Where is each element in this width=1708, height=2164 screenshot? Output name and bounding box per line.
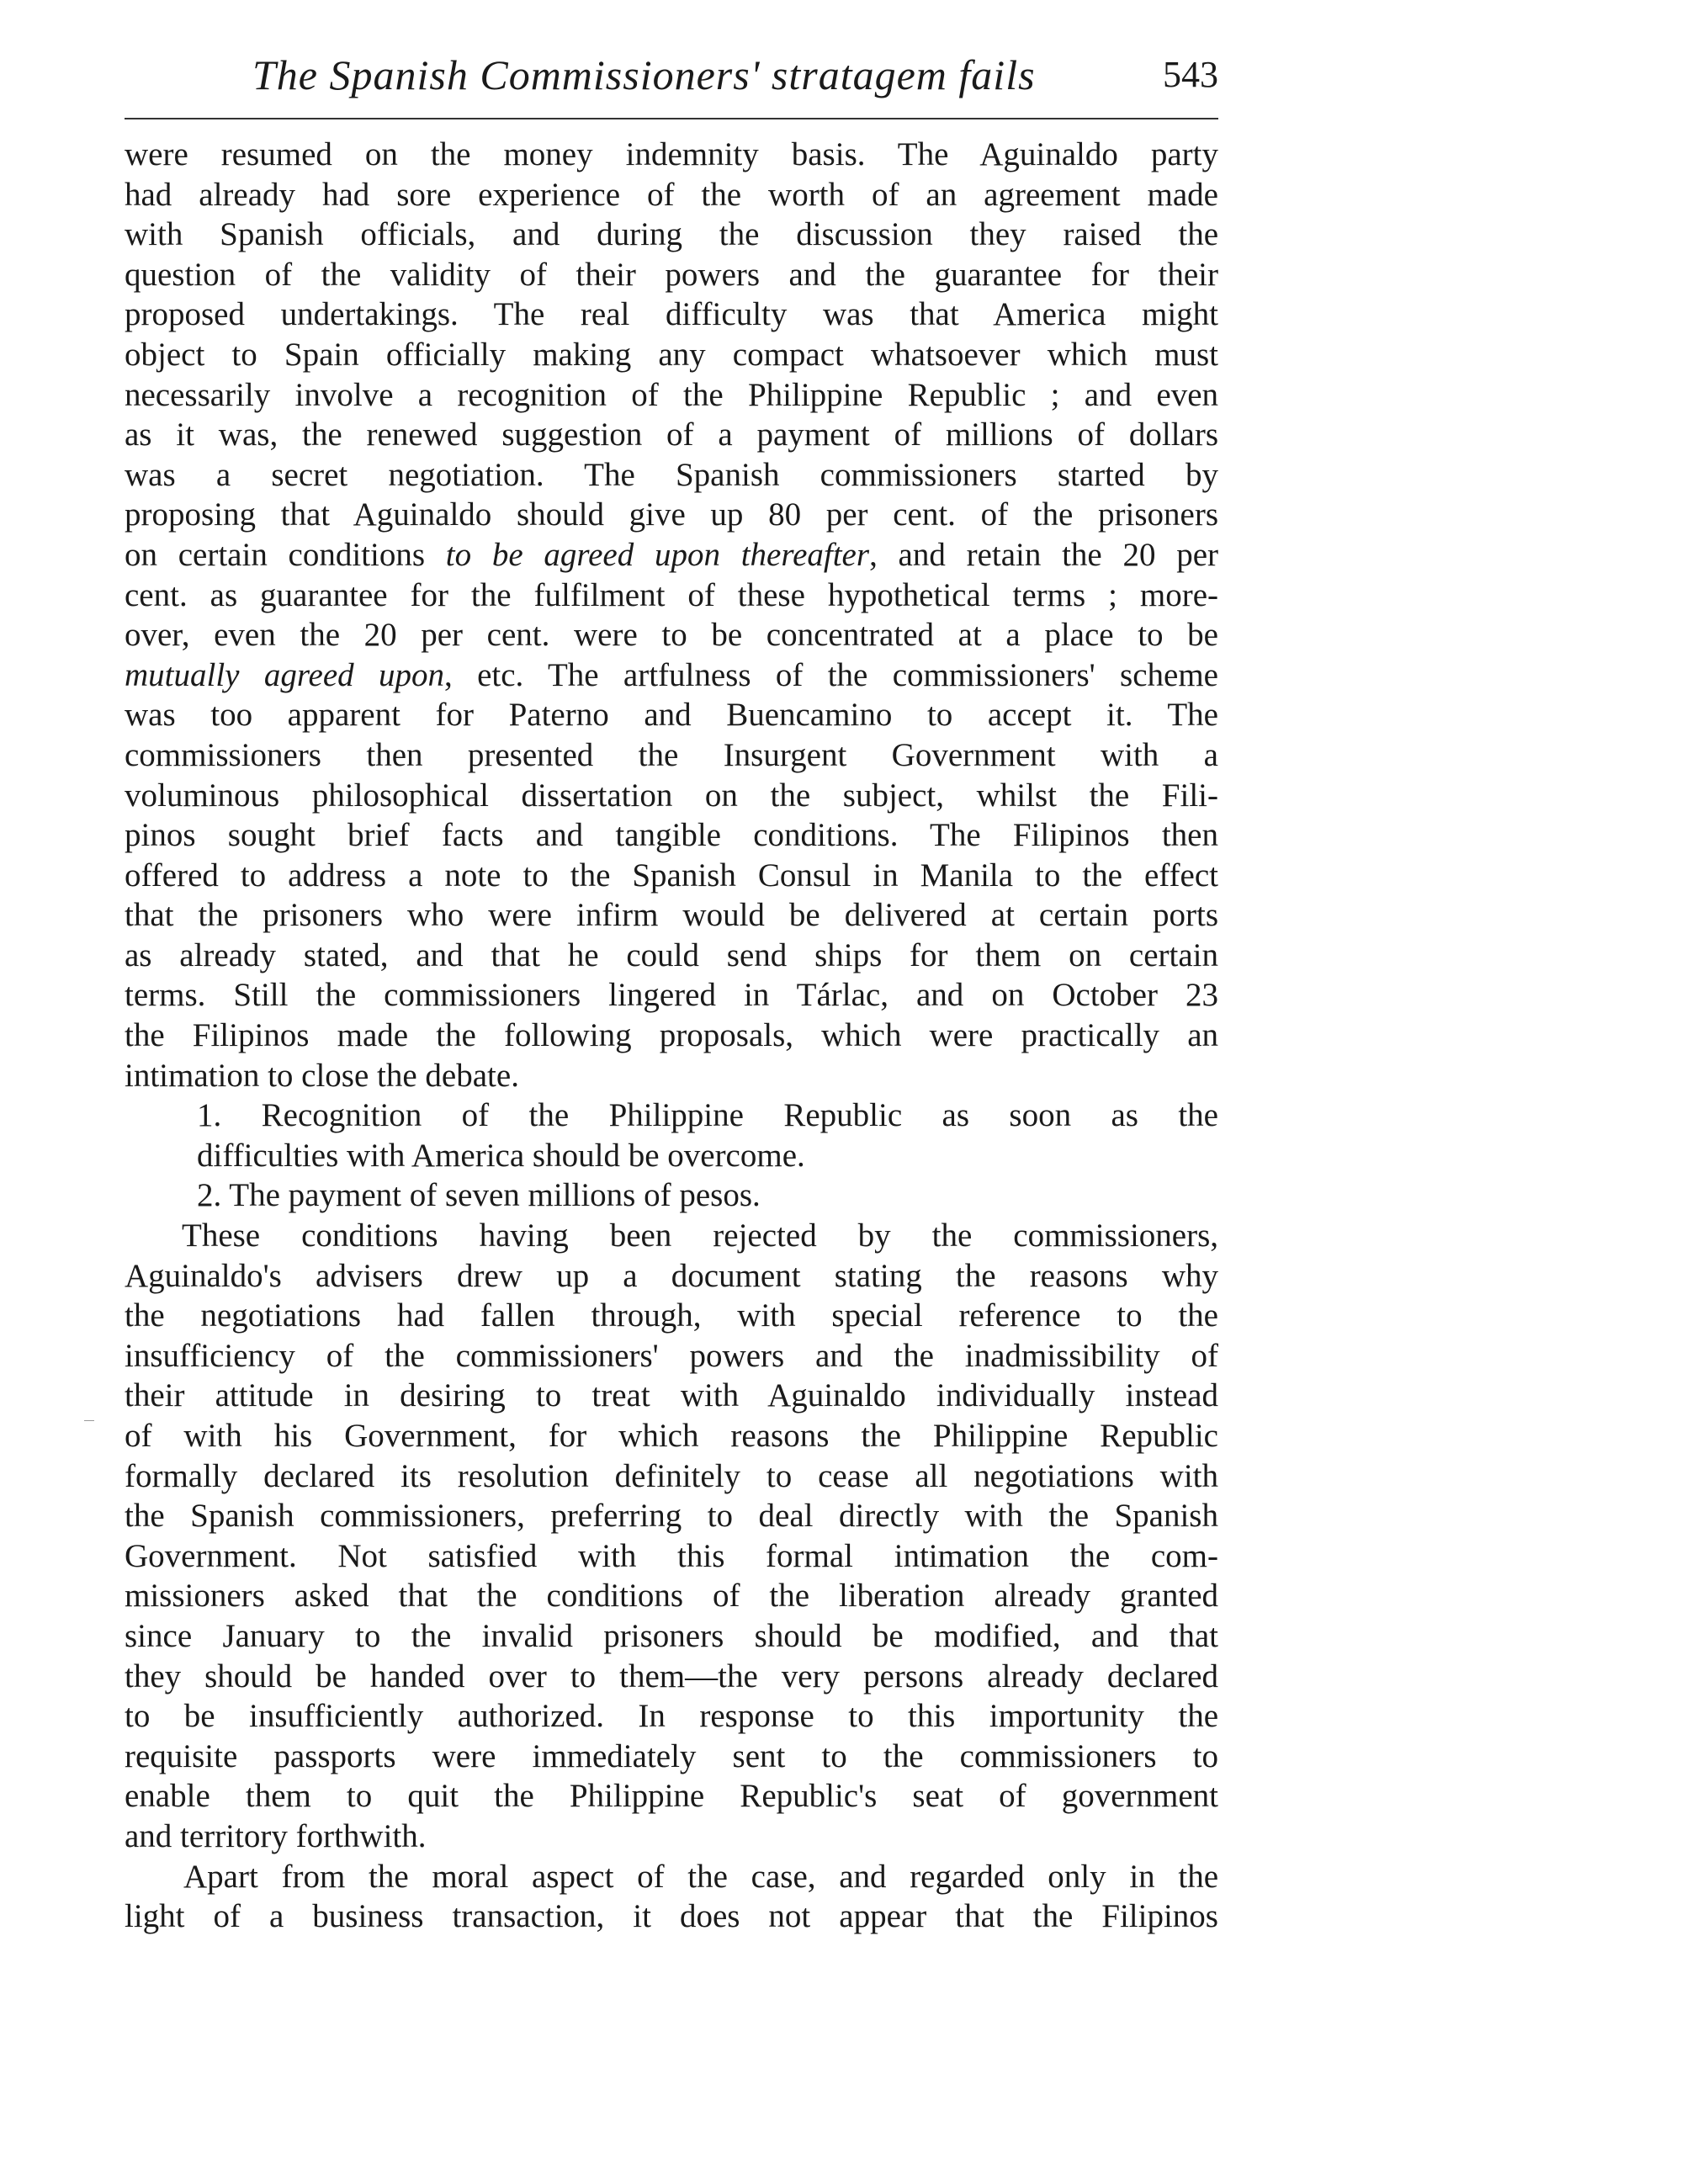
running-title: The Spanish Commissioners' stratagem fails xyxy=(252,51,1036,98)
text-line: terms. Still the commissioners lingered in Tárlac, and on October 23 xyxy=(125,977,1218,1014)
list-item-2: 2. The payment of seven millions of pesos. xyxy=(197,1177,761,1214)
text-line: question of the validity of their powers and the guarantee for their xyxy=(125,256,1218,293)
text-line: was a secret negotiation. The Spanish commissioners started by xyxy=(125,456,1218,493)
italic-phrase: mutually agreed upon xyxy=(125,656,445,693)
text-line: was too apparent for Paterno and Buencamino to accept it. The xyxy=(125,697,1218,734)
text-line: proposed undertakings. The real difficulty was that America might xyxy=(125,296,1218,333)
text-line: missioners asked that the conditions of the liberation already granted xyxy=(125,1578,1218,1615)
text-line: necessarily involve a recognition of the Philippine Republic ; and even xyxy=(125,376,1218,413)
text-line: of with his Government, for which reasons the Philippine Republic xyxy=(125,1418,1218,1454)
text-line: cent. as guarantee for the fulfilment of these hypothetical terms ; more- xyxy=(125,576,1218,613)
paragraph-3 xyxy=(125,1857,1218,1937)
text-line: the Filipinos made the following proposals, which were practically an xyxy=(125,1017,1218,1054)
text-line: that the prisoners who were infirm would be delivered at certain ports xyxy=(125,897,1218,934)
text-line-with-italics: mutually agreed upon, etc. The artfulness of the commissioners' scheme xyxy=(125,656,1218,693)
margin-mark xyxy=(84,1420,94,1421)
text-line: Apart from the moral aspect of the case, and regarded only in the xyxy=(183,1858,1218,1895)
text-line: enable them to quit the Philippine Republic's seat of government xyxy=(125,1778,1218,1815)
text-line: with Spanish officials, and during the discussion they raised the xyxy=(125,216,1218,253)
proposal-list xyxy=(125,1095,1218,1216)
text-line: voluminous philosophical dissertation on the subject, whilst the Fili- xyxy=(125,777,1218,814)
italic-phrase: to be agreed upon thereafter xyxy=(445,536,870,573)
header-rule xyxy=(125,118,1218,119)
list-item-1: 1. Recognition of the Philippine Republic as soon as the xyxy=(197,1097,1218,1134)
text-line: commissioners then presented the Insurgent Government with a xyxy=(125,736,1218,773)
list-item-1-continued: difficulties with America should be overcome. xyxy=(197,1137,805,1174)
paragraph-1 xyxy=(125,135,1218,1095)
body-text xyxy=(125,135,1218,1937)
text-line: Aguinaldo's advisers drew up a document stating the reasons why xyxy=(125,1257,1218,1294)
text-line: since January to the invalid prisoners should be modified, and that xyxy=(125,1617,1218,1654)
text-line: intimation to close the debate. xyxy=(125,1057,519,1094)
text-line: requisite passports were immediately sent to the commissioners to xyxy=(125,1737,1218,1774)
text-line: object to Spain officially making any compact whatsoever which must xyxy=(125,336,1218,373)
text-line: had already had sore experience of the worth of an agreement made xyxy=(125,176,1218,213)
text-line: insufficiency of the commissioners' powers and the inadmissibility of xyxy=(125,1337,1218,1374)
text-line: Government. Not satisfied with this formal intimation the com- xyxy=(125,1537,1218,1574)
text-line: light of a business transaction, it does not appear that the Filipinos xyxy=(125,1898,1218,1935)
text-line: pinos sought brief facts and tangible conditions. The Filipinos then xyxy=(125,817,1218,854)
text-line: to be insufficiently authorized. In response to this importunity the xyxy=(125,1698,1218,1735)
text-line-with-italics: on certain conditions to be agreed upon thereafter, and retain the 20 per xyxy=(125,536,1219,573)
text-line: These conditions having been rejected by the commissioners, xyxy=(182,1217,1218,1254)
text-line: formally declared its resolution definitely to cease all negotiations with xyxy=(125,1457,1218,1494)
text-line: their attitude in desiring to treat with Aguinaldo individually instead xyxy=(125,1377,1218,1414)
text-line: they should be handed over to them—the very persons already declared xyxy=(125,1657,1218,1695)
text-line: were resumed on the money indemnity basis. The Aguinaldo party xyxy=(125,136,1218,172)
page-number: 543 xyxy=(1163,54,1218,95)
running-head xyxy=(125,44,1218,106)
text-line: as it was, the renewed suggestion of a payment of millions of dollars xyxy=(125,416,1218,453)
text-line: over, even the 20 per cent. were to be concentrated at a place to be xyxy=(125,617,1218,654)
text-line: the negotiations had fallen through, with special reference to the xyxy=(125,1297,1218,1334)
text-line: offered to address a note to the Spanish Consul in Manila to the effect xyxy=(125,857,1218,894)
text-line: the Spanish commissioners, preferring to deal directly with the Spanish xyxy=(125,1498,1218,1535)
paragraph-2 xyxy=(125,1216,1218,1857)
text-line: as already stated, and that he could send ships for them on certain xyxy=(125,936,1218,973)
text-line: proposing that Aguinaldo should give up 80 per cent. of the prisoners xyxy=(125,496,1218,533)
text-line: and territory forthwith. xyxy=(125,1817,427,1854)
